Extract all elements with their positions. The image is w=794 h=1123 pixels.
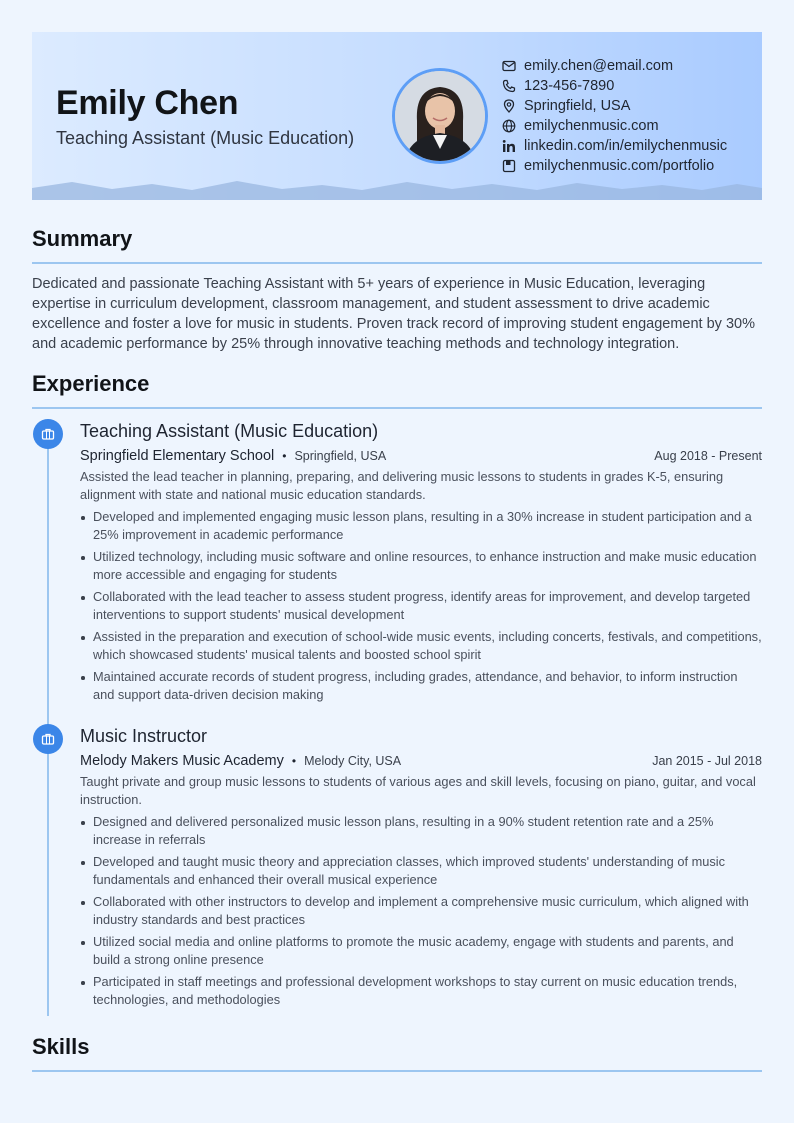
contact-list [502,56,727,176]
job-description: Assisted the lead teacher in planning, preparing, and delivering music lessons to students in grades K-5, ensuring alignment with state and national music education standards. [80,469,724,502]
bullet-item: Assisted in the preparation and execution of school-wide music events, including concerts, festivals, and competitions, which showcased students' musical talents and boosted school spirit [80,628,762,664]
skills-divider [32,1070,762,1072]
job-entry-2 [80,723,762,1013]
job-title: Teaching Assistant (Music Education) [80,421,379,441]
skills-heading: Skills [32,1034,90,1059]
mountain-decoration [32,178,762,200]
contact-phone-text: 123-456-7890 [524,78,615,94]
bullet-item: Collaborated with the lead teacher to assess student progress, identify areas for improvement, and develop targeted interventions to support students' musical development [80,588,762,624]
globe-icon [502,119,516,133]
phone-icon [502,79,516,93]
bullet-item: Collaborated with other instructors to develop and implement a comprehensive music curriculum, which aligned with industry standards and best practices [80,893,762,929]
resume-header [32,32,762,200]
job-bullets [80,813,762,1009]
job-title: Music Instructor [80,726,208,746]
job-company: Springfield Elementary School [80,448,275,464]
location-pin-icon [502,99,516,113]
contact-email[interactable] [502,56,727,76]
experience-divider [32,407,762,409]
timeline-line [47,430,49,1016]
bullet-item: Developed and implemented engaging music lesson plans, resulting in a 30% increase in student participation and a 25% improvement in academic performance [80,508,762,544]
profile-photo [392,68,488,164]
linkedin-icon [502,139,516,153]
job-location: Melody City, USA [304,754,402,768]
contact-linkedin[interactable] [502,136,727,156]
job-dates: Jan 2015 - Jul 2018 [652,754,762,768]
contact-portfolio-text: emilychenmusic.com/portfolio [524,158,715,174]
summary-text: Dedicated and passionate Teaching Assistant with 5+ years of experience in Music Education, leveraging expertise in curriculum development, classroom management, and student assessment to drive academic excellence and foster a love for music in students. Proven track record of improving student engagement by 30% and academic performance by 25% through innovative teaching methods and technology integration. [32,276,755,352]
experience-heading: Experience [32,371,150,396]
mail-icon [502,59,516,73]
contact-website[interactable] [502,116,727,136]
bullet-item: Participated in staff meetings and professional development workshops to stay current on music education trends, technologies, and methodologies [80,973,762,1009]
candidate-name: Emily Chen [56,84,239,122]
bullet-item: Maintained accurate records of student progress, including grades, attendance, and behavior, to inform instruction and support data-driven decision making [80,668,762,704]
job-location: Springfield, USA [294,449,387,463]
candidate-title: Teaching Assistant (Music Education) [56,128,355,148]
job-entry-1 [80,418,762,708]
portfolio-icon [502,159,516,173]
job-2-briefcase-icon [33,724,63,754]
summary-heading: Summary [32,226,133,251]
bullet-item: Designed and delivered personalized music lesson plans, resulting in a 90% student retention rate and a 25% increase in referrals [80,813,762,849]
contact-portfolio[interactable] [502,156,727,176]
contact-location-text: Springfield, USA [524,98,631,114]
job-meta [80,749,762,773]
separator-dot: • [282,449,287,463]
summary-divider [32,262,762,264]
job-1-briefcase-icon [33,419,63,449]
job-description: Taught private and group music lessons to students of various ages and skill levels, focusing on piano, guitar, and vocal instruction. [80,774,756,807]
bullet-item: Utilized social media and online platforms to promote the music academy, engage with students and parents, and build a strong online presence [80,933,762,969]
contact-linkedin-text: linkedin.com/in/emilychenmusic [524,138,728,154]
contact-website-text: emilychenmusic.com [524,118,659,134]
contact-location [502,96,727,116]
contact-phone[interactable] [502,76,727,96]
job-company: Melody Makers Music Academy [80,753,284,769]
separator-dot: • [291,754,297,768]
bullet-item: Utilized technology, including music software and online resources, to enhance instruction and make music education more accessible and engaging for students [80,548,762,584]
job-dates: Aug 2018 - Present [654,449,762,463]
job-meta [80,444,762,468]
contact-email-text: emily.chen@email.com [524,58,674,74]
job-bullets [80,508,762,704]
bullet-item: Developed and taught music theory and appreciation classes, which improved students' understanding of music fundamentals and enhanced their overall musical experience [80,853,762,889]
